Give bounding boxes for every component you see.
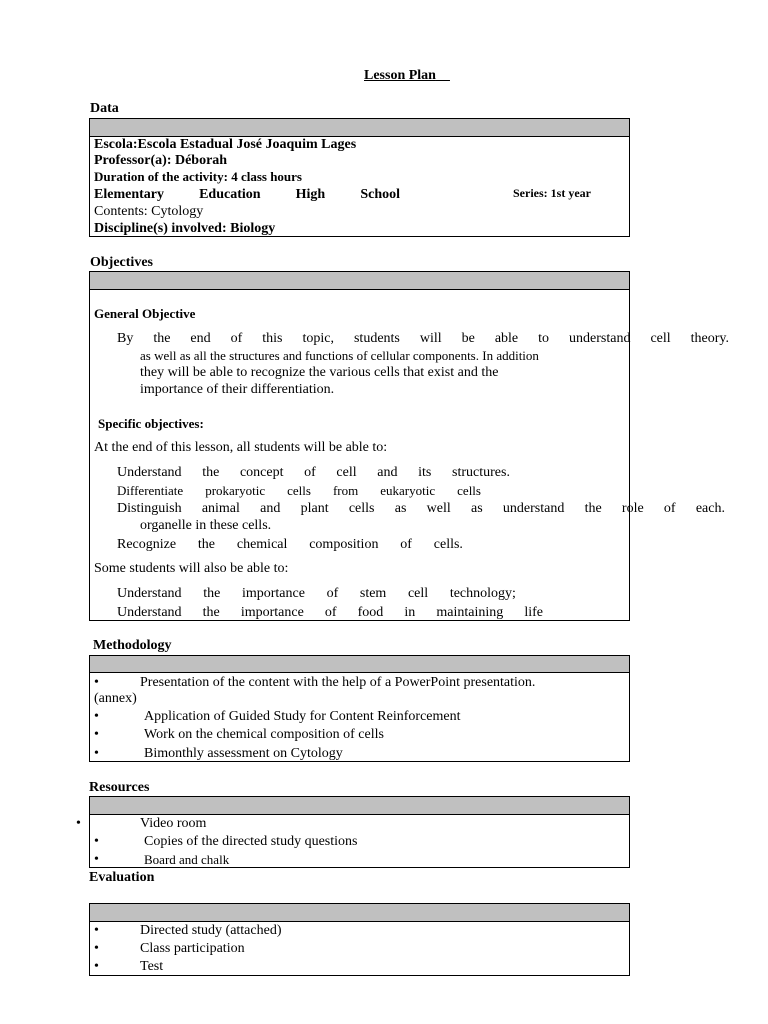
bullet-icon: • — [94, 923, 99, 938]
word: Elementary — [94, 187, 164, 202]
word: theory. — [690, 331, 729, 346]
resources-header-bar — [89, 796, 630, 815]
word: cell — [650, 331, 671, 346]
word: the — [584, 501, 602, 516]
word: life — [524, 605, 543, 620]
evaluation-header-bar — [89, 903, 630, 922]
word: stem — [359, 586, 387, 601]
word: By — [117, 331, 134, 346]
word: end — [190, 331, 211, 346]
word: this — [262, 331, 283, 346]
word: the — [153, 331, 171, 346]
word: well — [426, 501, 451, 516]
word: Distinguish — [117, 501, 182, 516]
word: eukaryotic — [380, 483, 436, 498]
word: and — [260, 501, 281, 516]
word: of — [326, 586, 339, 601]
word: able — [494, 331, 519, 346]
bullet-icon: • — [94, 709, 99, 724]
professor-line: Professor(a): Déborah — [94, 153, 228, 168]
resources-item-3: Board and chalk — [144, 852, 230, 867]
word: cells — [348, 501, 375, 516]
specific-objective-3 — [117, 501, 725, 517]
word: and — [377, 465, 398, 480]
methodology-item-4: Bimonthly assessment on Cytology — [144, 746, 343, 761]
methodology-item-3: Work on the chemical composition of cells — [144, 727, 384, 742]
bullet-icon: • — [94, 941, 99, 956]
specific-objectives-heading: Specific objectives: — [98, 416, 204, 431]
word: as — [470, 501, 483, 516]
page-title: Lesson Plan — [364, 68, 436, 83]
word: High — [295, 187, 326, 202]
word: will — [419, 331, 442, 346]
bullet-icon: • — [94, 675, 99, 690]
word: chemical — [236, 537, 288, 552]
evaluation-item-3: Test — [140, 959, 164, 974]
word: understand — [569, 331, 631, 346]
all-students-line: At the end of this lesson, all students will be able to: — [94, 440, 388, 455]
word: the — [202, 465, 220, 480]
word: importance — [241, 586, 305, 601]
word: in — [404, 605, 416, 620]
word: Education — [199, 187, 261, 202]
methodology-item-2: Application of Guided Study for Content Reinforcement — [144, 709, 461, 724]
evaluation-item-1: Directed study (attached) — [140, 923, 282, 938]
bullet-icon: • — [94, 959, 99, 974]
word: maintaining — [436, 605, 504, 620]
word: of — [663, 501, 676, 516]
series-line: Series: 1st year — [513, 186, 591, 200]
word: as — [394, 501, 407, 516]
bullet-icon: • — [94, 834, 99, 849]
discipline-line: Discipline(s) involved: Biology — [94, 221, 276, 236]
level-line — [94, 187, 400, 203]
specific-objective-1 — [117, 465, 510, 481]
word: the — [203, 586, 221, 601]
extra-objective-2 — [117, 605, 543, 621]
specific-objective-4 — [117, 537, 463, 553]
word: technology; — [449, 586, 516, 601]
word: to — [538, 331, 550, 346]
word: animal — [201, 501, 240, 516]
duration-line: Duration of the activity: 4 class hours — [94, 169, 302, 184]
word: topic, — [302, 331, 334, 346]
word: plant — [300, 501, 329, 516]
methodology-heading: Methodology — [93, 638, 172, 653]
specific-objective-3b: organelle in these cells. — [140, 518, 272, 533]
word: of — [400, 537, 412, 552]
general-objective-heading: General Objective — [94, 306, 196, 321]
word: of — [230, 331, 243, 346]
word: students — [353, 331, 400, 346]
evaluation-heading: Evaluation — [89, 870, 155, 885]
bullet-icon: • — [76, 816, 81, 831]
word: role — [621, 501, 644, 516]
word: food — [357, 605, 384, 620]
word: from — [332, 483, 359, 498]
methodology-header-bar — [89, 655, 630, 673]
word: cell — [336, 465, 357, 480]
resources-heading: Resources — [89, 780, 150, 795]
word: of — [304, 465, 316, 480]
word: concept — [239, 465, 284, 480]
objectives-header-bar — [89, 271, 630, 290]
word: cells — [457, 483, 481, 498]
general-objective-line4: importance of their differentiation. — [140, 382, 335, 397]
word: cells — [287, 483, 311, 498]
contents-line: Contents: Cytology — [94, 204, 204, 219]
bullet-icon: • — [94, 746, 99, 761]
word: cells. — [433, 537, 463, 552]
word: composition — [309, 537, 379, 552]
word: Understand — [117, 605, 182, 620]
word: the — [202, 605, 220, 620]
word: Recognize — [117, 537, 177, 552]
methodology-item-1: Presentation of the content with the help of a PowerPoint presentation. — [140, 675, 536, 690]
word: its — [418, 465, 432, 480]
word: be — [461, 331, 475, 346]
resources-item-1: Video room — [140, 816, 207, 831]
bullet-icon: • — [94, 852, 99, 867]
word: structures. — [452, 465, 510, 480]
objectives-heading: Objectives — [90, 255, 153, 270]
general-objective-line2: as well as all the structures and functions of cellular components. In addition — [140, 348, 539, 363]
word: each. — [695, 501, 725, 516]
data-heading: Data — [90, 101, 119, 116]
word: School — [360, 187, 400, 202]
word: Understand — [117, 586, 182, 601]
resources-item-2: Copies of the directed study questions — [144, 834, 358, 849]
some-students-line: Some students will also be able to: — [94, 561, 289, 576]
word: of — [324, 605, 337, 620]
word: prokaryotic — [205, 483, 266, 498]
general-objective-line3: they will be able to recognize the various cells that exist and the — [140, 365, 499, 380]
bullet-icon: • — [94, 727, 99, 742]
word: Differentiate — [117, 483, 184, 498]
word: the — [197, 537, 216, 552]
word: cell — [407, 586, 429, 601]
general-objective-line1 — [117, 331, 729, 347]
word: Understand — [117, 465, 182, 480]
data-header-bar — [89, 118, 630, 137]
word: understand — [502, 501, 565, 516]
methodology-item-1b: (annex) — [94, 691, 137, 706]
extra-objective-1 — [117, 586, 516, 602]
evaluation-item-2: Class participation — [140, 941, 245, 956]
word: importance — [240, 605, 304, 620]
school-line: Escola:Escola Estadual José Joaquim Lages — [94, 137, 357, 152]
specific-objective-2 — [117, 483, 481, 499]
